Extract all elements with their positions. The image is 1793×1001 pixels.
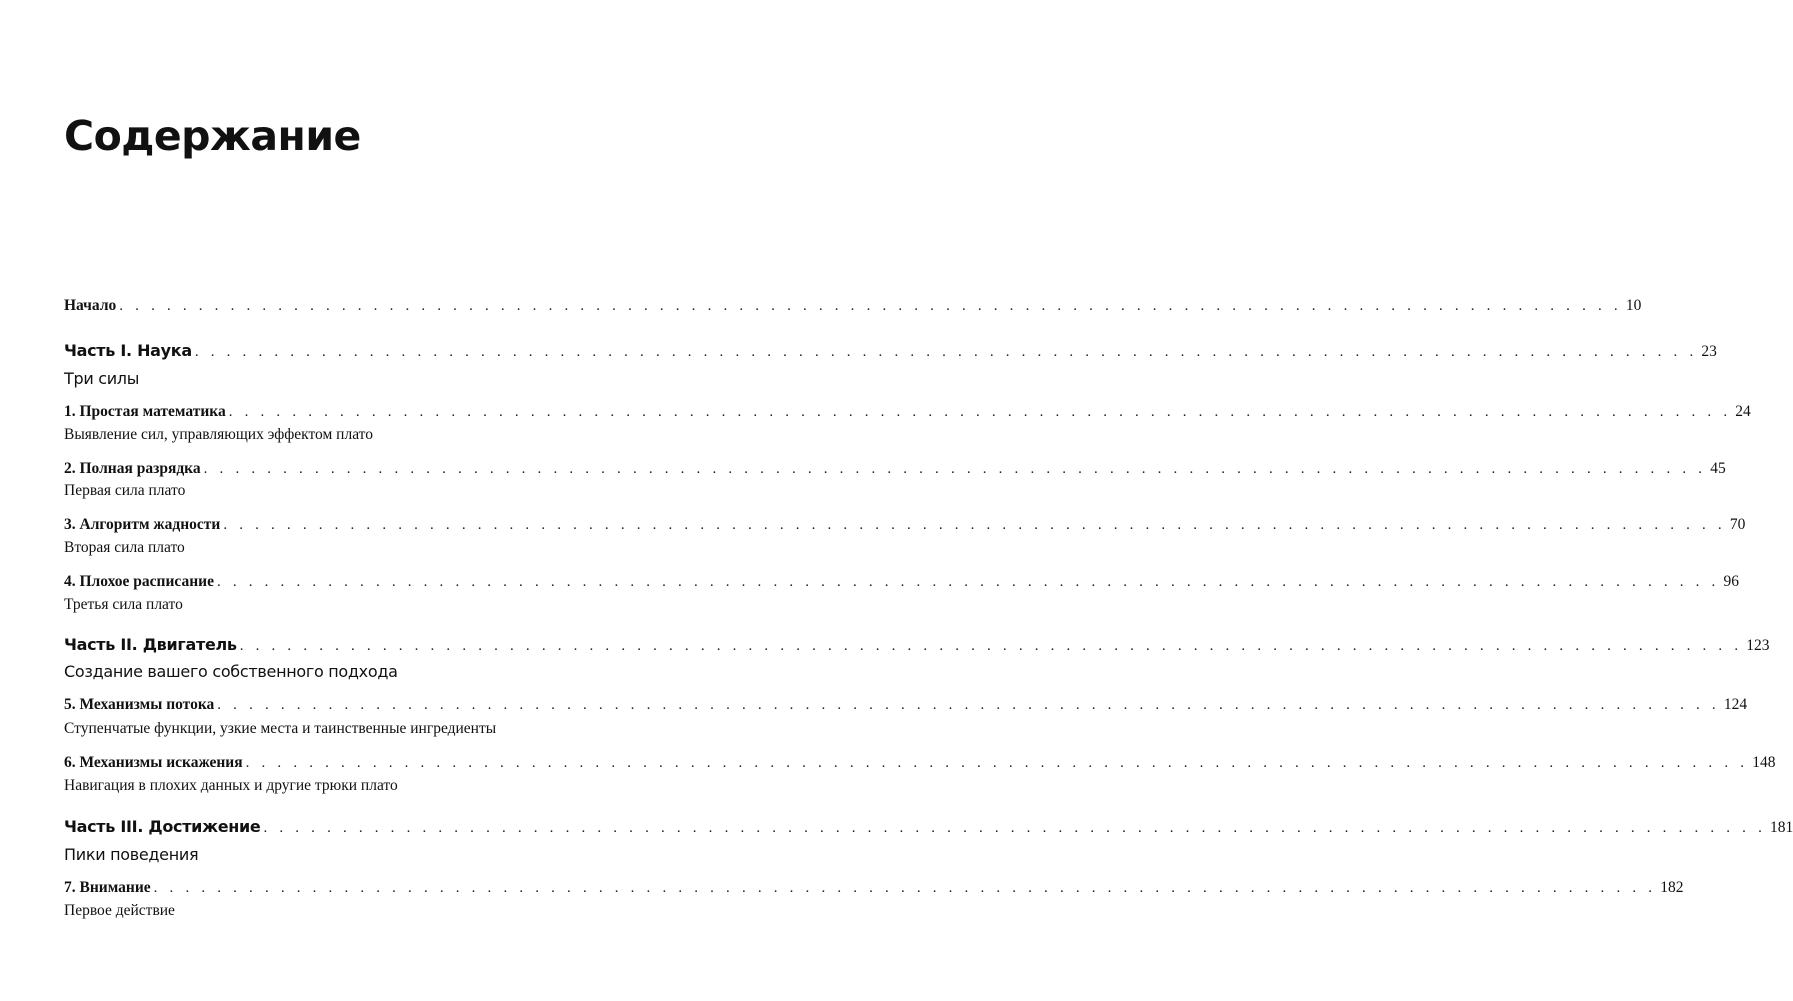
dot-leader: . . . . . . . . . . . . . . . . . . . . . . . . . . . . . . . . . . . . . . . . . . . . . . . . . . . . . . . . . . . . . . . . . . . . . . . . . . . . . . . . . . . . . . . . . . . . . . . bbox=[203, 461, 1707, 477]
toc-part-subtitle: Пики поведения bbox=[64, 845, 199, 864]
dot-leader: . . . . . . . . . . . . . . . . . . . . . . . . . . . . . . . . . . . . . . . . . . . . . . . . . . . . . . . . . . . . . . . . . . . . . . . . . . . . . . . . . . . . . . . . . . . . . . . bbox=[217, 697, 1720, 713]
toc-entry-intro[interactable] bbox=[64, 297, 1642, 315]
page-title: Содержание bbox=[64, 112, 361, 160]
toc-page-number: 96 bbox=[1723, 573, 1740, 590]
toc-entry-label: Начало bbox=[64, 297, 117, 314]
toc-entry-chapter-2[interactable] bbox=[64, 460, 1726, 478]
toc-chapter-label: 5. Механизмы потока bbox=[64, 696, 215, 713]
toc-entry-part-2[interactable] bbox=[64, 635, 1770, 655]
toc-chapter-subtitle: Первое действие bbox=[64, 902, 175, 919]
toc-part-label: Часть II. Двигатель bbox=[64, 635, 237, 654]
toc-page-number: 10 bbox=[1625, 297, 1642, 314]
toc-chapter-label: 1. Простая математика bbox=[64, 403, 226, 420]
toc-chapter-subtitle: Первая сила плато bbox=[64, 482, 186, 499]
toc-page-number: 124 bbox=[1723, 696, 1748, 713]
dot-leader: . . . . . . . . . . . . . . . . . . . . . . . . . . . . . . . . . . . . . . . . . . . . . . . . . . . . . . . . . . . . . . . . . . . . . . . . . . . . . . . . . . . . . . . . . . . . . . . bbox=[239, 638, 1743, 654]
dot-leader: . . . . . . . . . . . . . . . . . . . . . . . . . . . . . . . . . . . . . . . . . . . . . . . . . . . . . . . . . . . . . . . . . . . . . . . . . . . . . . . . . . . . . . . . . . . . . . . bbox=[119, 298, 1622, 314]
toc-entry-chapter-3[interactable] bbox=[64, 516, 1746, 534]
toc-part-subtitle: Три силы bbox=[64, 369, 140, 388]
toc-page-number: 45 bbox=[1710, 460, 1726, 477]
toc-part-label: Часть I. Наука bbox=[64, 341, 192, 360]
dot-leader: . . . . . . . . . . . . . . . . . . . . . . . . . . . . . . . . . . . . . . . . . . . . . . . . . . . . . . . . . . . . . . . . . . . . . . . . . . . . . . . . . . . . . . . . . . . . . . . bbox=[223, 517, 1726, 533]
toc-page-number: 70 bbox=[1729, 516, 1746, 533]
toc-chapter-label: 4. Плохое расписание bbox=[64, 573, 214, 590]
toc-chapter-subtitle: Вторая сила плато bbox=[64, 539, 185, 556]
toc-chapter-subtitle: Выявление сил, управляющих эффектом плато bbox=[64, 426, 374, 443]
toc-part-subtitle: Создание вашего собственного подхода bbox=[64, 662, 398, 681]
toc-page-number: 181 bbox=[1770, 819, 1793, 836]
toc-entry-part-3[interactable] bbox=[64, 817, 1793, 837]
dot-leader: . . . . . . . . . . . . . . . . . . . . . . . . . . . . . . . . . . . . . . . . . . . . . . . . . . . . . . . . . . . . . . . . . . . . . . . . . . . . . . . . . . . . . . . . . . . . . . . bbox=[216, 574, 1720, 590]
toc-entry-chapter-4[interactable] bbox=[64, 573, 1740, 591]
toc-part-label: Часть III. Достижение bbox=[64, 817, 261, 836]
toc-entry-chapter-1[interactable] bbox=[64, 403, 1751, 421]
toc-page-number: 148 bbox=[1752, 754, 1776, 771]
toc-chapter-subtitle: Третья сила плато bbox=[64, 596, 183, 613]
dot-leader: . . . . . . . . . . . . . . . . . . . . . . . . . . . . . . . . . . . . . . . . . . . . . . . . . . . . . . . . . . . . . . . . . . . . . . . . . . . . . . . . . . . . . . . . . . . . . . . bbox=[263, 820, 1767, 836]
dot-leader: . . . . . . . . . . . . . . . . . . . . . . . . . . . . . . . . . . . . . . . . . . . . . . . . . . . . . . . . . . . . . . . . . . . . . . . . . . . . . . . . . . . . . . . . . . . . . . . bbox=[245, 755, 1749, 771]
toc-chapter-label: 6. Механизмы искажения bbox=[64, 754, 243, 771]
dot-leader: . . . . . . . . . . . . . . . . . . . . . . . . . . . . . . . . . . . . . . . . . . . . . . . . . . . . . . . . . . . . . . . . . . . . . . . . . . . . . . . . . . . . . . . . . . . . . . . bbox=[228, 404, 1732, 420]
toc-chapter-label: 3. Алгоритм жадности bbox=[64, 516, 221, 533]
toc-entry-chapter-7[interactable] bbox=[64, 879, 1684, 897]
toc-entry-part-1[interactable] bbox=[64, 341, 1717, 361]
toc-page-number: 23 bbox=[1701, 343, 1717, 360]
dot-leader: . . . . . . . . . . . . . . . . . . . . . . . . . . . . . . . . . . . . . . . . . . . . . . . . . . . . . . . . . . . . . . . . . . . . . . . . . . . . . . . . . . . . . . . . . . . . . . . bbox=[153, 880, 1657, 896]
toc-chapter-subtitle: Ступенчатые функции, узкие места и таинственные ингредиенты bbox=[64, 720, 497, 737]
toc-entry-chapter-5[interactable] bbox=[64, 696, 1748, 714]
toc-chapter-label: 7. Внимание bbox=[64, 879, 151, 896]
toc-page-number: 182 bbox=[1660, 879, 1684, 896]
dot-leader: . . . . . . . . . . . . . . . . . . . . . . . . . . . . . . . . . . . . . . . . . . . . . . . . . . . . . . . . . . . . . . . . . . . . . . . . . . . . . . . . . . . . . . . . . . . . . . . bbox=[194, 344, 1698, 360]
toc-chapter-label: 2. Полная разрядка bbox=[64, 460, 201, 477]
toc-entry-chapter-6[interactable] bbox=[64, 754, 1776, 772]
toc-page-number: 123 bbox=[1746, 637, 1770, 654]
toc-chapter-subtitle: Навигация в плохих данных и другие трюки плато bbox=[64, 777, 398, 794]
toc-page-number: 24 bbox=[1735, 403, 1751, 420]
